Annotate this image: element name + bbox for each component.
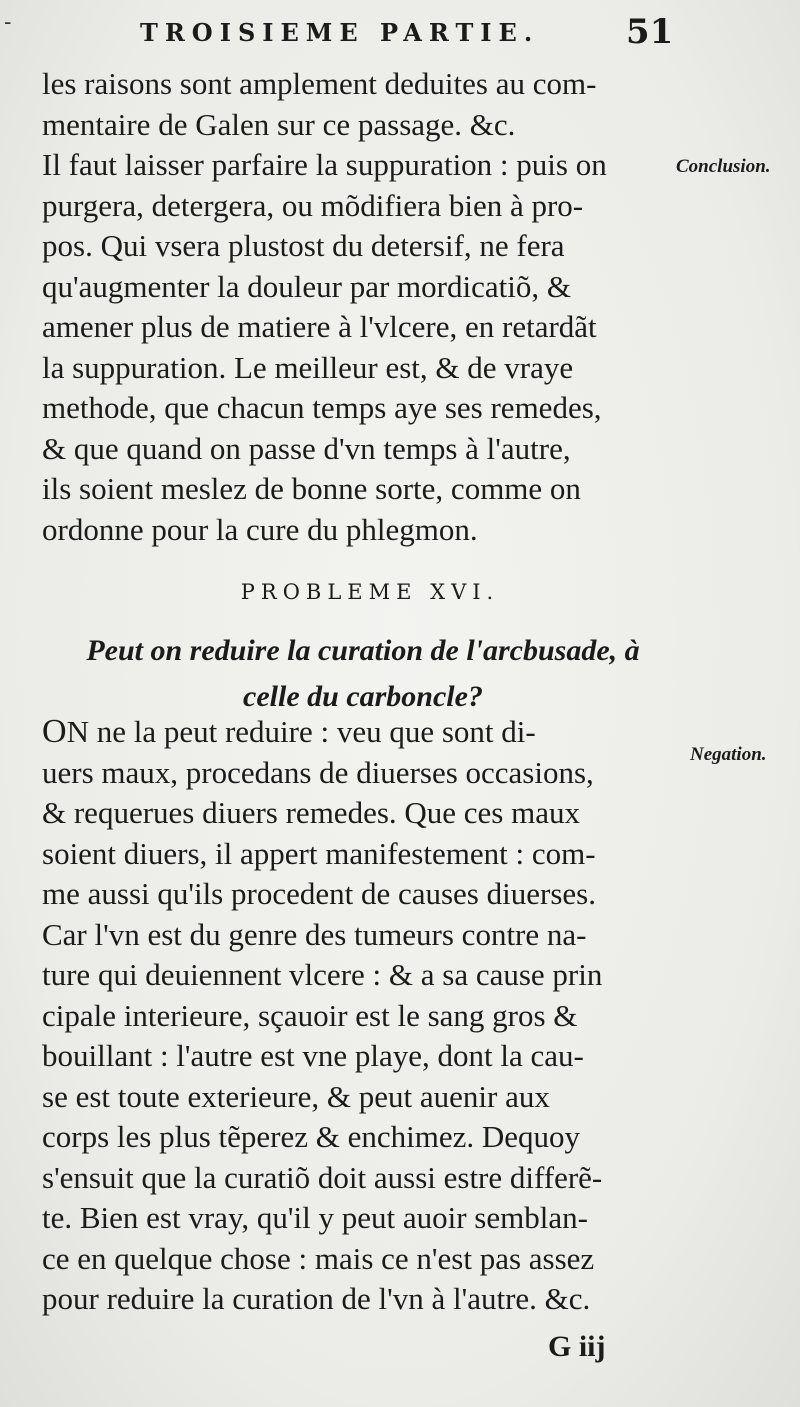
text-line: amener plus de matiere à l'vlcere, en retardãt [42,309,597,344]
text-line: ture qui deuiennent vlcere : & a sa cause prin [42,957,603,992]
question-line: celle du carboncle? [243,680,483,713]
text-line: la suppuration. Le meilleur est, & de vraye [42,349,574,385]
text-line: te. Bien est vray, qu'il y peut auoir semblan- [42,1200,588,1235]
text-line: Il faut laisser parfaire la suppuration : puis on [42,147,607,182]
text-line: mentaire de Galen sur ce passage. &c. [42,106,516,142]
text-line: Car l'vn est du genre des tumeurs contre na- [42,916,587,952]
problem-heading: PROBLEME XVI. [240,580,500,604]
text-line: les raisons sont amplement deduites au com- [42,66,597,101]
text-line: cipale interieure, sçauoir est le sang gros & [42,997,578,1033]
paragraph-two [42,712,662,1320]
text-line: ils soient meslez de bonne sorte, comme on [42,471,581,506]
text-line: purgera, detergera, ou mõdifiera bien à pro- [42,187,584,223]
text-line: uers maux, procedans de diuerses occasions, [42,754,594,790]
question-line: Peut on reduire la curation de l'arcbusade, à [86,634,640,667]
text-line: se est toute exterieure, & peut auenir aux [42,1078,550,1114]
problem-question [48,628,678,720]
text-line-first [42,712,662,753]
text-line: methode, que chacun temps aye ses remedes, [42,390,602,425]
signature-mark: G iij [548,1330,606,1363]
margin-note-conclusion: Conclusion. [676,156,771,177]
text-line: ce en quelque chose : mais ce n'est pas assez [42,1240,595,1276]
paragraph-one [42,64,662,550]
text-line: qu'augmenter la douleur par mordicatiõ, & [42,268,571,304]
text-line: s'ensuit que la curatiõ doit aussi estre differẽ- [42,1159,603,1195]
text-line: ordonne pour la cure du phlegmon. [42,511,478,547]
text-line: corps les plus tẽperez & enchimez. Dequoy [42,1119,581,1154]
running-title: TROISIEME PARTIE. [140,18,540,47]
text-line: bouillant : l'autre est vne playe, dont la cau- [42,1038,584,1073]
text-line: me aussi qu'ils procedent de causes diuerses. [42,876,596,911]
margin-note-negation: Negation. [690,744,767,765]
drop-capital: O [42,713,67,750]
first-line-text: N ne la peut reduire : veu que sont di- [66,714,536,749]
page-number: 51 [626,12,674,52]
text-line: pos. Qui vsera plustost du detersif, ne fera [42,228,565,263]
text-line: pour reduire la curation de l'vn à l'autre. &c. [42,1281,591,1316]
text-line: soient diuers, il appert manifestement : com- [42,835,596,871]
text-line: & que quand on passe d'vn temps à l'autre, [42,430,571,466]
edge-mark: - [4,10,12,35]
text-line: & requerues diuers remedes. Que ces maux [42,795,580,830]
